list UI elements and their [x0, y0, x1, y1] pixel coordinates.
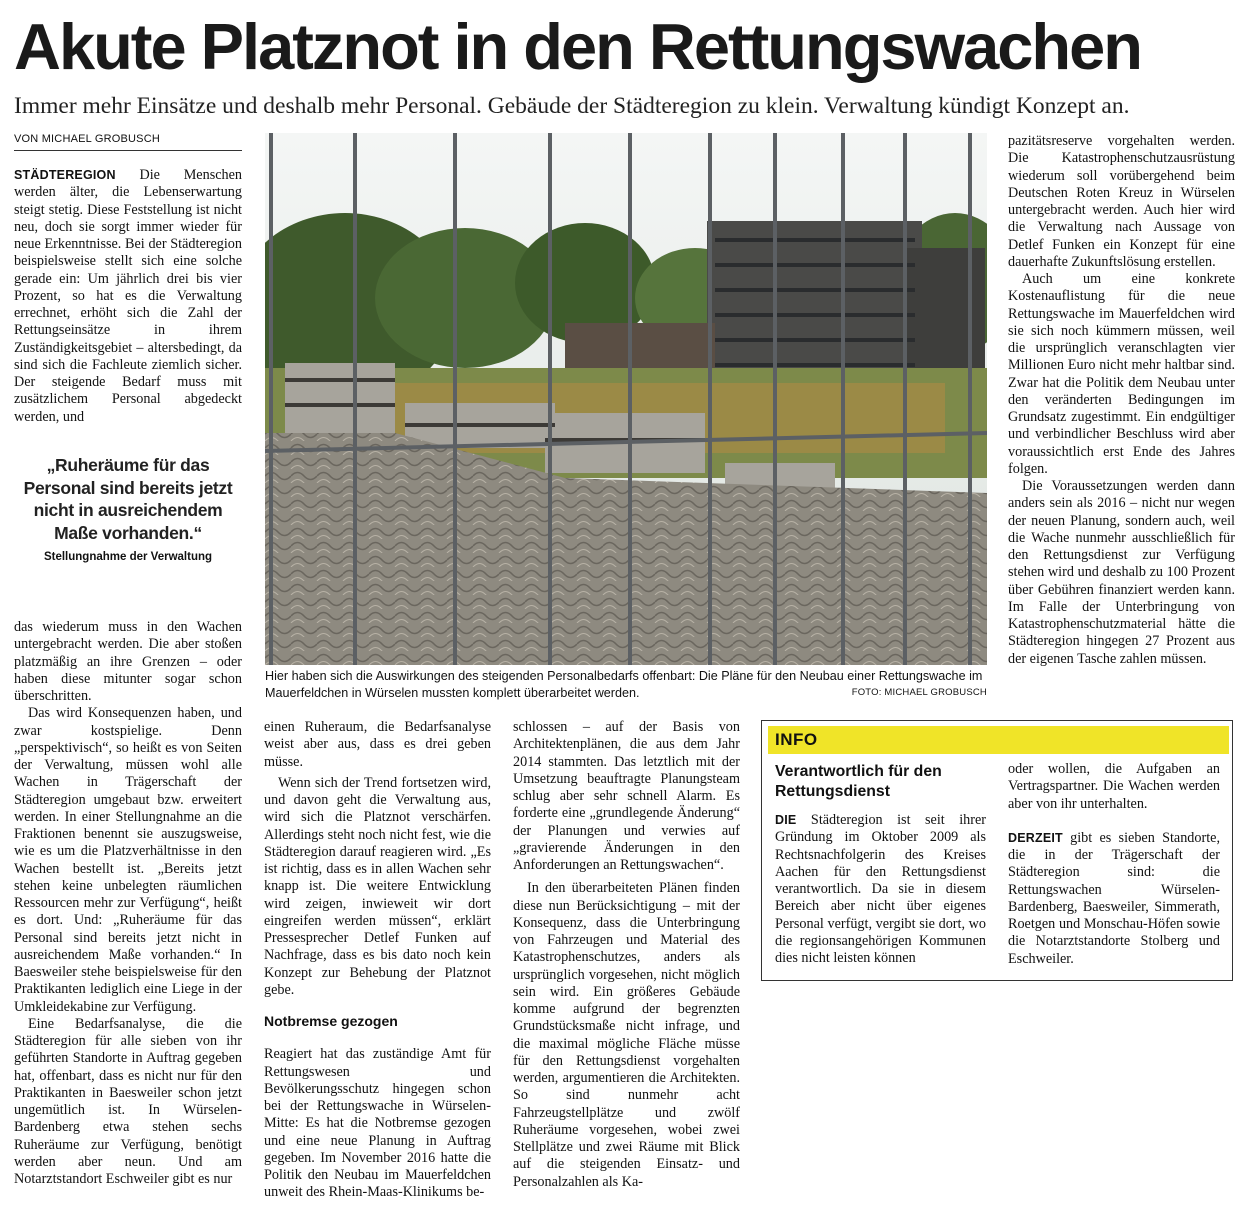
- info-text: oder wollen, die Aufgaben an Vertragspartner. Die Wachen werden aber von ihr unterhalten.: [1008, 761, 1220, 812]
- paragraph: pazitätsreserve vorgehalten werden. Die Katastrophenschutzausrüstung wiederum soll vorübergehend beim Deutschen Roten Kreuz in Würselen untergebracht werden. Auch hier wird die Verwaltung nach Aussage von Detlef Funken ein Konzept für eine dauerhafte Zukunftslösung erstellen.: [1008, 133, 1235, 270]
- pull-quote-source: Stellungnahme der Verwaltung: [43, 551, 213, 563]
- photo-caption: [265, 668, 987, 702]
- article-photo: [265, 133, 987, 665]
- info-title: Verantwortlich für den Rettungsdienst: [775, 763, 942, 800]
- paragraph: Reagiert hat das zuständige Amt für Rettungswesen und Bevölkerungsschutz hingegen schon bei der Rettungswache in Würselen-Mitte: Es hat die Notbremse gezogen und eine neue Planung in Auftrag gegeben. Im November 2016 hatte die Politik den Neubau im Mauerfeldchen unweit des Rhein-Maas-Klinikums be-: [264, 1046, 491, 1201]
- construction-site-image: [265, 133, 987, 665]
- pull-quote-text: „Ruheräume für das Personal sind bereits jetzt nicht in ausreichendem Maße vorhanden.“: [23, 455, 233, 543]
- paragraph: schlossen – auf der Basis von Architektenplänen, die aus dem Jahr 2014 stammten. Das letztlich mit der Umsetzung beauftragte Planungsteam schlug aber sehr schnell Alarm. Es forderte eine „grundlegende Änderung“ der Planungen und verwies auf „gravierende Änderungen in den Anforderungen an Rettungswachen“.: [513, 719, 740, 873]
- info-column-left: [775, 812, 986, 967]
- column-1-bottom: [14, 619, 242, 1188]
- dateline: STÄDTEREGION: [14, 168, 116, 182]
- info-keyword: DERZEIT: [1008, 830, 1063, 845]
- pull-quote: [22, 454, 234, 563]
- column-4: [1008, 133, 1235, 668]
- paragraph: Wenn sich der Trend fortsetzen wird, und davon geht die Verwaltung aus, wird sich die Platznot verschärfen. Allerdings steht noch nicht fest, wie die Städteregion darauf reagieren wird. „Es ist richtig, dass es in allen Wachen sehr knapp ist. Die weitere Entwicklung wird zeigen, inwieweit wir dort eingreifen werden müssen“, erklärt Pressesprecher Detlef Funken auf Nachfrage, dass es bis dato noch kein Konzept zur Behebung der Platznot gebe.: [264, 774, 491, 998]
- info-keyword: DIE: [775, 813, 797, 827]
- paragraph: Das wird Konsequenzen haben, und zwar kostspielige. Denn „perspektivisch“, so heißt es von Seiten der Verwaltung, müssen wohl alle Wachen in Trägerschaft der Städteregion umgebaut bzw. erweitert werden. In einer Stellungnahme an die Fraktionen benennt sie auszugsweise, wie es um die Platzverhältnisse in den Wachen bestellt ist. „Bereits jetzt stehen keine unbelegten räumlichen Ressourcen mehr zur Verfügung“, heißt es dort. Und: „Ruheräume für das Personal sind bereits jetzt nicht in ausreichendem Maße vorhanden.“ In Baesweiler stehe beispielsweise für den Praktikanten lediglich eine Liege in der Umkleidekabine zur Verfügung.: [14, 705, 242, 1015]
- byline: VON MICHAEL GROBUSCH: [14, 133, 161, 145]
- info-text: Städteregion ist seit ihrer Gründung im Oktober 2009 als Rechtsnachfolgerin des Kreises Aachen für den Rettungsdienst verantwortlich. Da sie in diesem Bereich aber nicht über eigenes Personal verfügt, vergibt sie dort, wo die regionsangehörigen Kommunen dies nicht leisten können: [775, 812, 986, 966]
- paragraph: Die Voraussetzungen werden dann anders sein als 2016 – nicht nur wegen der neuen Planung, sondern auch, weil die Wache nunmehr ausschließlich für den Rettungsdienst zur Verfügung stehen wird und deshalb zu 100 Prozent über Gebühren finanziert werden kann. Im Falle der Unterbringung von Katastrophenschutzmaterial hätte die Städteregion hingegen 27 Prozent aus der eigenen Tasche zahlen müssen.: [1008, 478, 1235, 667]
- column-1-top: [14, 167, 242, 426]
- headline: Akute Platznot in den Rettungswachen: [14, 10, 1141, 83]
- column-3: [513, 719, 740, 1191]
- info-text: gibt es sieben Standorte, die in der Trägerschaft der Städteregion sind: die Rettungswachen Würselen-Bardenberg, Baesweiler, Simmerath, Roetgen und Monschau-Höfen sowie die Notarztstandorte Stolberg und Eschweiler.: [1008, 829, 1220, 967]
- paragraph: Eine Bedarfsanalyse, die die Städteregion für alle sieben von ihr geführten Standorte in Auftrag gegeben hat, offenbart, dass es nicht nur für den Praktikanten in Baesweiler schon jetzt ungemütlich ist. In Würselen-Bardenberg etwa stehen sechs Ruheräume zur Verfügung, benötigt werden aber neun. Und am Notarztstandort Eschweiler gibt es nur: [14, 1015, 242, 1187]
- byline-rule: [14, 150, 242, 151]
- info-paragraph: [1008, 830, 1220, 968]
- subheading: Notbremse gezogen: [264, 1013, 398, 1029]
- photo-credit: FOTO: MICHAEL GROBUSCH: [851, 687, 987, 698]
- intro-text: Die Menschen werden älter, die Lebenserwartung steigt stetig. Diese Feststellung ist nicht neu, doch sie sorgt immer wieder für neue Erkenntnisse. Bei der Städteregion beispielsweise stellt sich eine solche gerade ein: Um jährlich drei bis vier Prozent, so hat es die Verwaltung errechnet, erhöht sich die Zahl der Rettungseinsätze in ihrem Zuständigkeitsgebiet – altersbedingt, da sind sich die Fachleute ziemlich sicher. Der steigende Bedarf muss mit zusätzlichem Personal abgedeckt werden, und: [14, 167, 242, 425]
- caption-text: Hier haben sich die Auswirkungen des steigenden Personalbedarfs offenbart: Die Pläne für den Neubau einer Rettungswache im Mauerfeldchen in Würselen mussten komplett überarbeitet werden.: [265, 669, 983, 700]
- paragraph: In den überarbeiteten Plänen finden diese nun Berücksichtigung – mit der Konsequenz, dass die Unterbringung von Fahrzeugen und Material des Katastrophenschutzes, anders als ursprünglich vorgesehen, nicht möglich sein wird. Ein größeres Gebäude komme aufgrund der begrenzten Grundstücksmaße nicht infrage, und die maximal mögliche Fläche müsse für den Rettungsdienst vorgehalten werden, argumentieren die Architekten. So sind nunmehr acht Fahrzeugstellplätze und zwölf Ruheräume vorgesehen, wobei zwei Stellplätze und zwei Räume mit Blick auf die steigenden Einsatz- und Personalzahlen als Ka-: [513, 880, 740, 1190]
- info-label: INFO: [775, 730, 818, 749]
- paragraph: einen Ruheraum, die Bedarfsanalyse weist aber aus, dass es drei geben müsse.: [264, 719, 491, 770]
- column-2: [264, 719, 491, 1202]
- info-label-bar: [768, 726, 1229, 754]
- subheadline: Immer mehr Einsätze und deshalb mehr Personal. Gebäude der Städteregion zu klein. Verwaltung kündigt Konzept an.: [14, 93, 1130, 119]
- paragraph: Auch um eine konkrete Kostenauflistung für die neue Rettungswache im Mauerfeldchen wird sie sich noch kümmern müssen, weil die ursprünglich veranschlagten vier Millionen Euro nicht mehr haltbar sind. Zwar hat die Politik dem Neubau unter den veränderten Bedingungen im Grundsatz zugestimmt. Ein endgültiger und verbindlicher Beschluss wird aber voraussichtlich erst Ende des Jahres folgen.: [1008, 271, 1235, 477]
- paragraph: das wiederum muss in den Wachen untergebracht werden. Die aber stoßen platzmäßig an ihre Grenzen – oder haben diese mitunter sogar schon überschritten.: [14, 619, 242, 704]
- intro-paragraph: [14, 167, 242, 426]
- info-column-right: [1008, 761, 1220, 968]
